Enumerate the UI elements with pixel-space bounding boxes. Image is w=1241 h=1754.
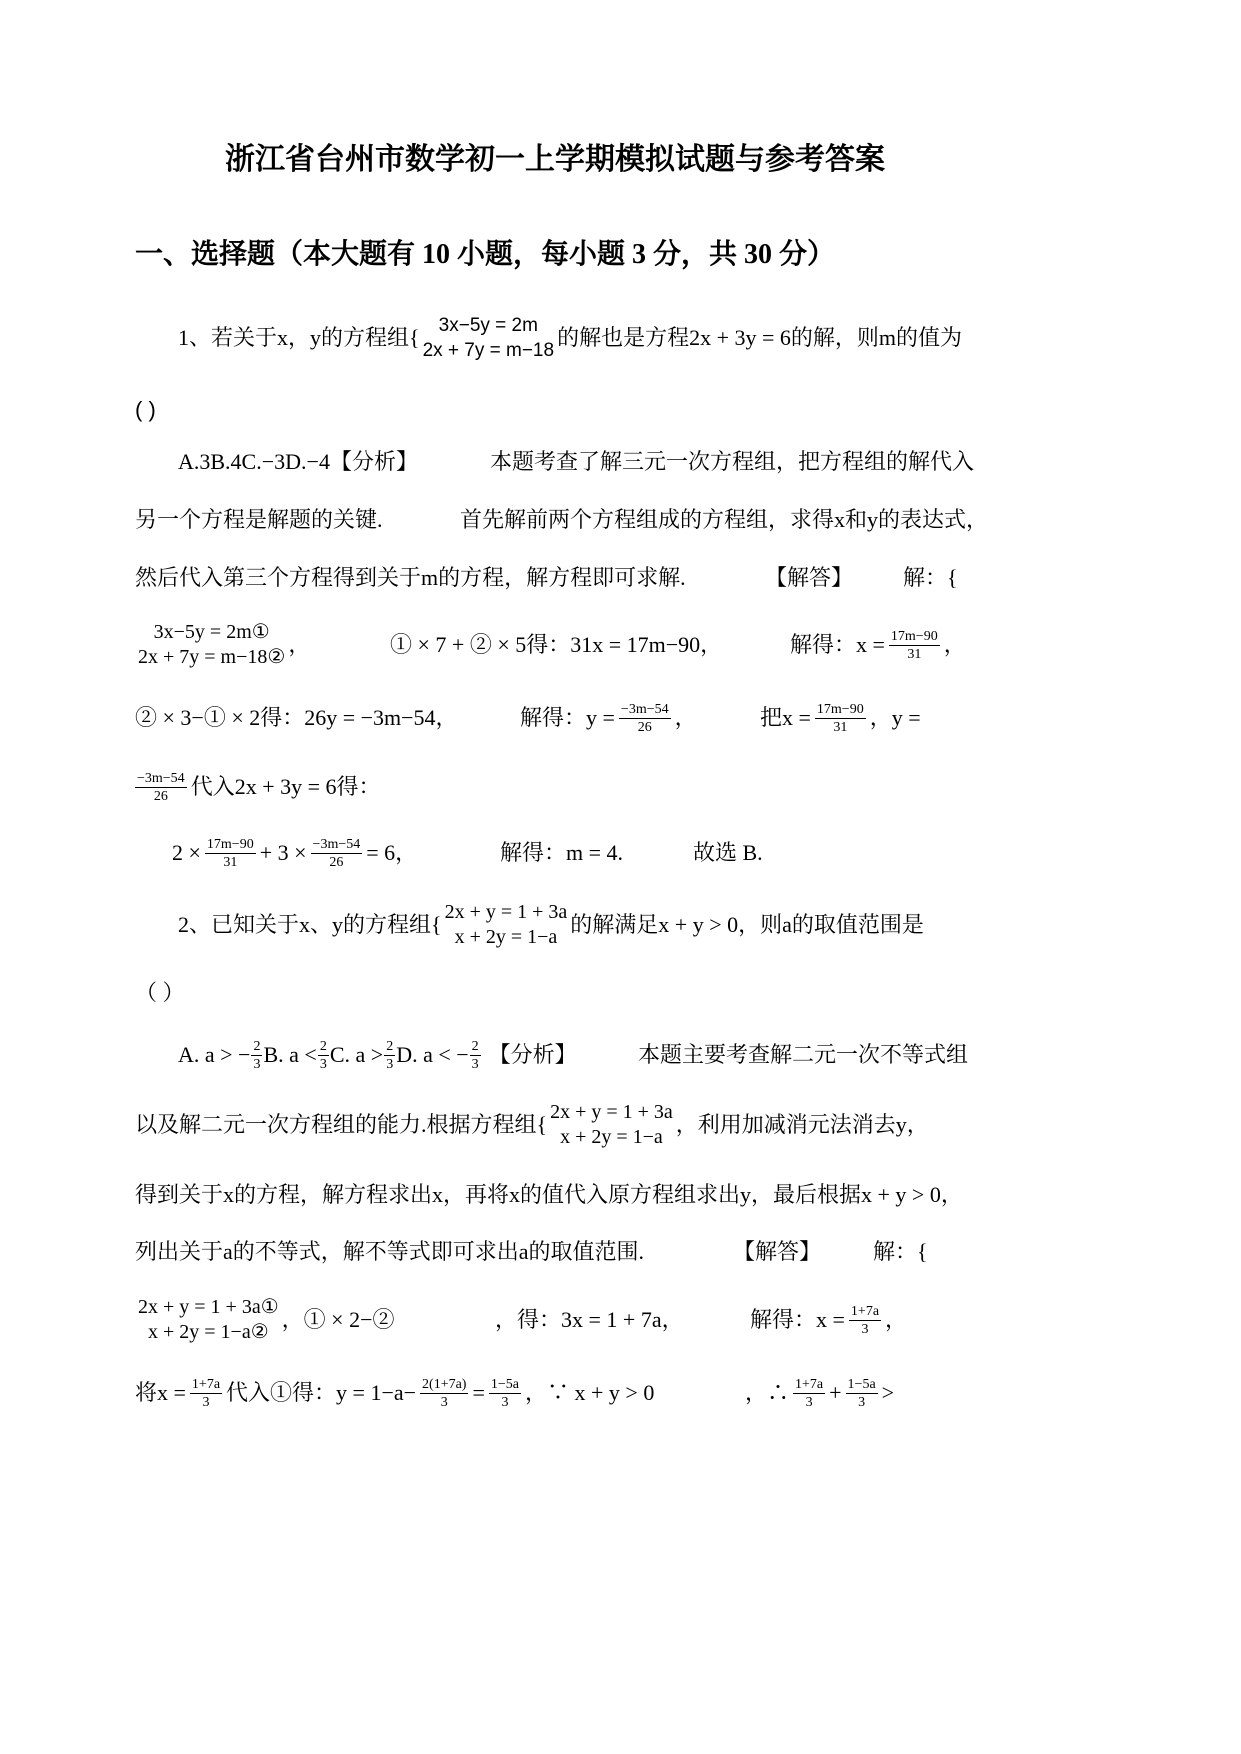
numerator: −3m−54 bbox=[137, 770, 185, 786]
punctuation: ， bbox=[288, 632, 311, 657]
q2-equation-system bbox=[445, 900, 568, 950]
numerator: 17m−90 bbox=[890, 628, 938, 644]
q2-options-line bbox=[178, 1027, 577, 1083]
system-row: x + 2y = 1−a bbox=[454, 926, 558, 948]
denominator: 3 bbox=[386, 1056, 394, 1072]
math-text: 将x = bbox=[135, 1380, 186, 1405]
numerator: 2 bbox=[386, 1038, 394, 1054]
numerator: 2(1+7a) bbox=[422, 1376, 467, 1392]
fraction bbox=[889, 629, 940, 662]
numerator: 17m−90 bbox=[816, 701, 864, 717]
math-text: + 3 × bbox=[259, 840, 307, 865]
q1-options: A.3B.4C.−3D.−4 bbox=[178, 449, 330, 474]
q2-solution-system bbox=[135, 1292, 394, 1348]
answer-label: 【解答】 bbox=[765, 565, 854, 590]
q1-solve-x bbox=[790, 617, 966, 673]
q2-analysis-text: 以及解二元一次方程组的能力.根据方程组{ bbox=[135, 1112, 548, 1137]
q1-eliminate-x: ① × 7 + ② × 5得：31x = 17m−90， bbox=[390, 632, 723, 657]
numerator: 17m−90 bbox=[206, 836, 254, 852]
q1-eliminate-y: ② × 3−① × 2得：26y = −3m−54， bbox=[135, 705, 458, 730]
denominator: 31 bbox=[223, 854, 238, 870]
q2-substitute bbox=[135, 1365, 654, 1421]
denominator: 3 bbox=[805, 1394, 813, 1410]
fraction bbox=[135, 771, 187, 804]
fraction bbox=[846, 1377, 878, 1410]
q1-analysis-text: 然后代入第三个方程得到关于m的方程，解方程即可求解. bbox=[135, 565, 686, 590]
equation-system bbox=[550, 1100, 673, 1150]
math-text: = 6， bbox=[366, 840, 418, 865]
denominator: 26 bbox=[329, 854, 344, 870]
fraction bbox=[311, 837, 363, 870]
q1-solve-y bbox=[520, 690, 697, 746]
math-text: 解得：y = bbox=[520, 705, 615, 730]
numerator: 2 bbox=[253, 1038, 261, 1054]
q2-solve-x bbox=[750, 1292, 907, 1348]
q1-analysis-text: 首先解前两个方程组成的方程组，求得x和y的表达式， bbox=[460, 507, 989, 532]
denominator: 26 bbox=[153, 788, 168, 804]
fraction bbox=[318, 1039, 329, 1072]
section-heading: 一、选择题（本大题有 10 小题，每小题 3 分，共 30 分） bbox=[135, 239, 836, 270]
analysis-label: 【分析】 bbox=[488, 1042, 577, 1067]
q2-stem-text: 2、已知关于x、y的方程组{ bbox=[178, 912, 442, 937]
denominator: 3 bbox=[471, 1056, 479, 1072]
q2-inequality bbox=[745, 1365, 894, 1421]
q1-solution-system bbox=[135, 617, 310, 673]
page-title: 浙江省台州市数学初一上学期模拟试题与参考答案 bbox=[225, 143, 885, 176]
fraction bbox=[384, 1039, 395, 1072]
math-text: + bbox=[829, 1380, 842, 1405]
fraction bbox=[793, 1377, 825, 1410]
option-label: A. a > − bbox=[178, 1042, 251, 1067]
math-text: 解得：x = bbox=[790, 632, 885, 657]
q1-options-line bbox=[178, 434, 418, 490]
punctuation: ， bbox=[943, 632, 966, 657]
fraction bbox=[470, 1039, 481, 1072]
numerator: 2 bbox=[471, 1038, 479, 1054]
denominator: 31 bbox=[907, 646, 922, 662]
q1-result: 解得：m = 4. bbox=[500, 840, 624, 865]
q1-analysis-text: 本题考查了解三元一次方程组，把方程组的解代入 bbox=[490, 449, 975, 474]
q1-stem bbox=[178, 310, 962, 366]
option-label: D. a < − bbox=[396, 1042, 469, 1067]
punctuation: ， bbox=[674, 705, 697, 730]
system-row: 3x−5y = 2m bbox=[438, 315, 538, 336]
math-text: ，∴ bbox=[745, 1380, 790, 1405]
denominator: 3 bbox=[861, 1321, 869, 1337]
numerator: 1−5a bbox=[490, 1376, 519, 1392]
option-label: C. a > bbox=[329, 1042, 384, 1067]
numerator: −3m−54 bbox=[620, 701, 669, 717]
option-label: B. a < bbox=[263, 1042, 317, 1067]
q2-answer-blank: （ ） bbox=[135, 980, 185, 1005]
q1-substitute bbox=[760, 690, 921, 746]
q2-analysis-text: 得到关于x的方程，解方程求出x，再将x的值代入原方程组求出y，最后根据x + y > 0， bbox=[135, 1182, 963, 1207]
math-text: = bbox=[472, 1380, 485, 1405]
math-text: ，∵ x + y > 0 bbox=[525, 1380, 655, 1405]
fraction bbox=[420, 1377, 468, 1410]
q1-analysis-text: 另一个方程是解题的关键. bbox=[135, 507, 383, 532]
fraction bbox=[849, 1304, 881, 1337]
q1-stem-text: 的解也是方程2x + 3y = 6的解，则m的值为 bbox=[557, 325, 962, 350]
q2-analysis-text: 列出关于a的不等式，解不等式即可求出a的取值范围. bbox=[135, 1239, 645, 1264]
numerator: 2 bbox=[319, 1038, 327, 1054]
system-row: 2x + y = 1 + 3a bbox=[550, 1101, 673, 1123]
denominator: 26 bbox=[637, 719, 652, 735]
denominator: 31 bbox=[833, 719, 848, 735]
q2-solution-intro: 解：{ bbox=[873, 1239, 928, 1264]
denominator: 3 bbox=[440, 1394, 448, 1410]
q1-substitute-cont bbox=[135, 759, 381, 815]
fraction bbox=[489, 1377, 521, 1410]
answer-label: 【解答】 bbox=[733, 1239, 822, 1264]
equation-system bbox=[138, 620, 285, 670]
numerator: 1+7a bbox=[795, 1376, 824, 1392]
punctuation: ， bbox=[885, 1307, 908, 1332]
system-row: 3x−5y = 2m① bbox=[153, 621, 270, 643]
denominator: 3 bbox=[501, 1394, 509, 1410]
equation-system bbox=[138, 1295, 279, 1345]
q1-stem-text: 1、若关于x，y的方程组{ bbox=[178, 325, 420, 350]
math-text: ，① × 2−② bbox=[281, 1307, 395, 1332]
fraction bbox=[251, 1039, 262, 1072]
numerator: 1+7a bbox=[191, 1376, 221, 1392]
numerator: −3m−54 bbox=[312, 836, 361, 852]
q2-analysis-line bbox=[135, 1097, 929, 1153]
numerator: 1+7a bbox=[850, 1303, 880, 1319]
q2-stem-text: 的解满足x + y > 0，则a的取值范围是 bbox=[570, 912, 924, 937]
system-row: 2x + y = 1 + 3a bbox=[444, 901, 568, 923]
math-text: > bbox=[881, 1380, 895, 1405]
q1-equation-system bbox=[423, 313, 555, 363]
fraction bbox=[205, 837, 256, 870]
q1-solution-intro: 解：{ bbox=[903, 565, 958, 590]
q1-conclusion: 故选 B. bbox=[693, 840, 763, 865]
math-text: 代入①得：y = 1−a− bbox=[226, 1380, 417, 1405]
denominator: 3 bbox=[253, 1056, 261, 1072]
math-text: 解得：x = bbox=[750, 1307, 845, 1332]
system-row: x + 2y = 1−a② bbox=[148, 1321, 269, 1343]
analysis-label: 【分析】 bbox=[329, 449, 418, 474]
system-row: 2x + 7y = m−18② bbox=[138, 646, 286, 668]
q2-analysis-text: ，利用加减消元法消去y， bbox=[675, 1112, 929, 1137]
system-row: 2x + 7y = m−18 bbox=[422, 340, 555, 361]
math-text: 把x = bbox=[760, 705, 811, 730]
system-row: 2x + y = 1 + 3a① bbox=[138, 1296, 279, 1318]
fraction bbox=[619, 702, 671, 735]
q1-answer-blank: ( ) bbox=[135, 397, 156, 422]
denominator: 3 bbox=[319, 1056, 327, 1072]
math-text: ，y = bbox=[869, 705, 921, 730]
q1-equation bbox=[172, 825, 417, 881]
denominator: 3 bbox=[858, 1394, 866, 1410]
q2-stem bbox=[178, 897, 924, 953]
fraction bbox=[815, 702, 866, 735]
fraction bbox=[190, 1377, 222, 1410]
denominator: 3 bbox=[202, 1394, 210, 1410]
system-row: x + 2y = 1−a bbox=[560, 1126, 663, 1148]
q2-combine-result: ，得：3x = 1 + 7a， bbox=[495, 1307, 684, 1332]
math-text: 代入2x + 3y = 6得： bbox=[190, 774, 381, 799]
q2-analysis-text: 本题主要考查解二元一次不等式组 bbox=[638, 1042, 969, 1067]
math-text: 2 × bbox=[172, 840, 201, 865]
numerator: 1−5a bbox=[847, 1376, 876, 1392]
